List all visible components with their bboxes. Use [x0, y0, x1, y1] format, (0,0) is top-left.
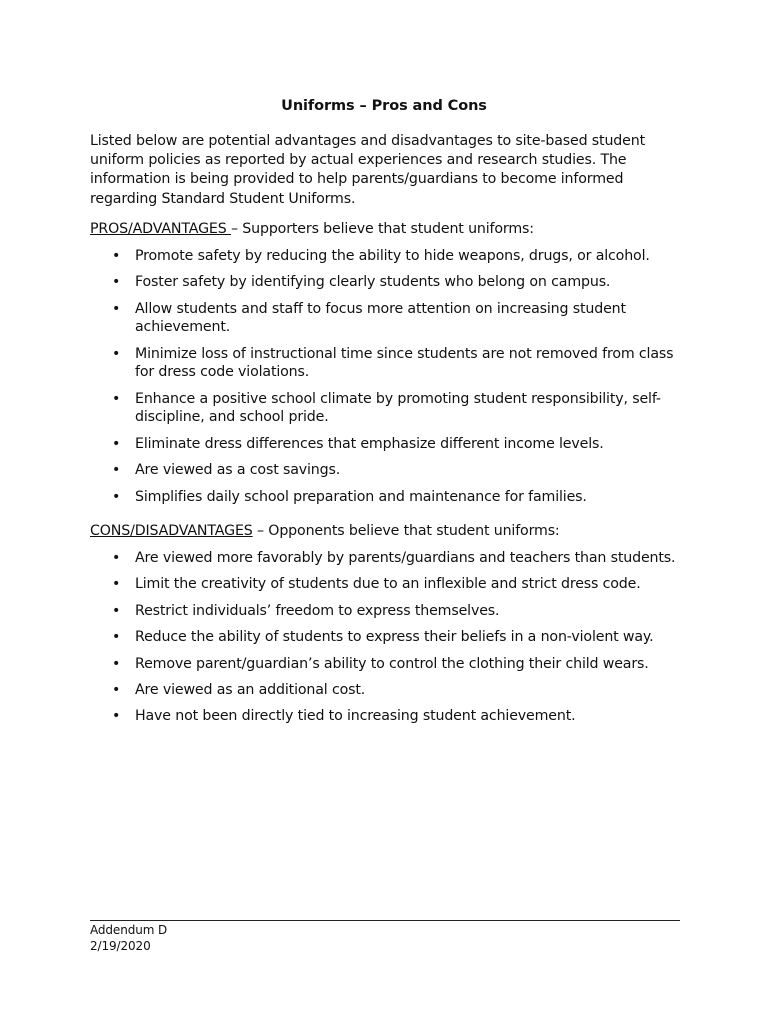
bullet-icon: • — [112, 681, 121, 698]
list-item-text: Minimize loss of instructional time since students are not removed from class for dress code violations. — [135, 345, 674, 381]
footer-date: 2/19/2020 — [90, 939, 151, 953]
pros-heading — [90, 220, 690, 239]
footer-divider — [90, 920, 680, 921]
list-item — [90, 707, 690, 726]
bullet-icon: • — [112, 462, 121, 479]
cons-heading — [90, 522, 690, 541]
list-item-text: Limit the creativity of students due to an inflexible and strict dress code. — [135, 576, 641, 593]
bullet-icon: • — [112, 629, 121, 646]
list-item — [90, 602, 690, 621]
bullet-icon: • — [112, 274, 121, 291]
list-item-text: Remove parent/guardian’s ability to control the clothing their child wears. — [135, 655, 649, 672]
bullet-icon: • — [112, 435, 121, 452]
list-item-text: Are viewed as a cost savings. — [135, 462, 341, 479]
list-item — [90, 628, 690, 647]
bullet-icon: • — [112, 300, 121, 317]
list-item-text: Restrict individuals’ freedom to express themselves. — [135, 602, 500, 619]
list-item — [90, 461, 690, 480]
page-footer — [90, 922, 167, 954]
document-title: Uniforms – Pros and Cons — [281, 98, 487, 114]
pros-heading-label: PROS/ADVANTAGES — [90, 221, 231, 237]
bullet-icon: • — [112, 655, 121, 672]
cons-list — [90, 549, 690, 734]
list-item-text: Reduce the ability of students to express their beliefs in a non-violent way. — [135, 629, 654, 646]
list-item — [90, 390, 690, 427]
bullet-icon: • — [112, 576, 121, 593]
list-item-text: Foster safety by identifying clearly students who belong on campus. — [135, 274, 611, 291]
list-item-text: Simplifies daily school preparation and maintenance for families. — [135, 488, 587, 505]
bullet-icon: • — [112, 550, 121, 566]
bullet-icon: • — [112, 345, 121, 362]
list-item-text: Are viewed more favorably by parents/guardians and teachers than students. — [135, 550, 676, 566]
list-item — [90, 273, 690, 292]
bullet-icon: • — [112, 390, 121, 407]
list-item — [90, 575, 690, 594]
bullet-icon: • — [112, 708, 121, 725]
list-item-text: Have not been directly tied to increasing student achievement. — [135, 708, 576, 725]
list-item — [90, 549, 690, 568]
bullet-icon: • — [112, 488, 121, 505]
list-item-text: Promote safety by reducing the ability to hide weapons, drugs, or alcohol. — [135, 248, 650, 264]
list-item — [90, 488, 690, 507]
list-item — [90, 435, 690, 454]
list-item — [90, 681, 690, 700]
list-item-text: Enhance a positive school climate by promoting student responsibility, self-discipline, and school pride. — [135, 390, 661, 426]
bullet-icon: • — [112, 248, 121, 264]
footer-addendum: Addendum D — [90, 923, 168, 937]
intro-paragraph: Listed below are potential advantages and disadvantages to site-based student uniform policies as reported by actual experiences and research studies. The information is being provided to help parents/guardians to become informed regarding Standard Student Uniforms. — [90, 133, 645, 207]
cons-heading-lead: – Opponents believe that student uniforms: — [252, 523, 560, 539]
list-item-text: Allow students and staff to focus more attention on increasing student achievement. — [135, 300, 626, 336]
cons-heading-label: CONS/DISADVANTAGES — [90, 523, 253, 539]
pros-heading-lead: – Supporters believe that student uniforms: — [230, 221, 534, 237]
list-item-text: Are viewed as an additional cost. — [135, 681, 366, 698]
list-item — [90, 300, 690, 337]
bullet-icon: • — [112, 602, 121, 619]
list-item — [90, 247, 690, 266]
list-item-text: Eliminate dress differences that emphasize different income levels. — [135, 435, 604, 452]
pros-list — [90, 247, 690, 514]
list-item — [90, 655, 690, 674]
list-item — [90, 345, 690, 382]
